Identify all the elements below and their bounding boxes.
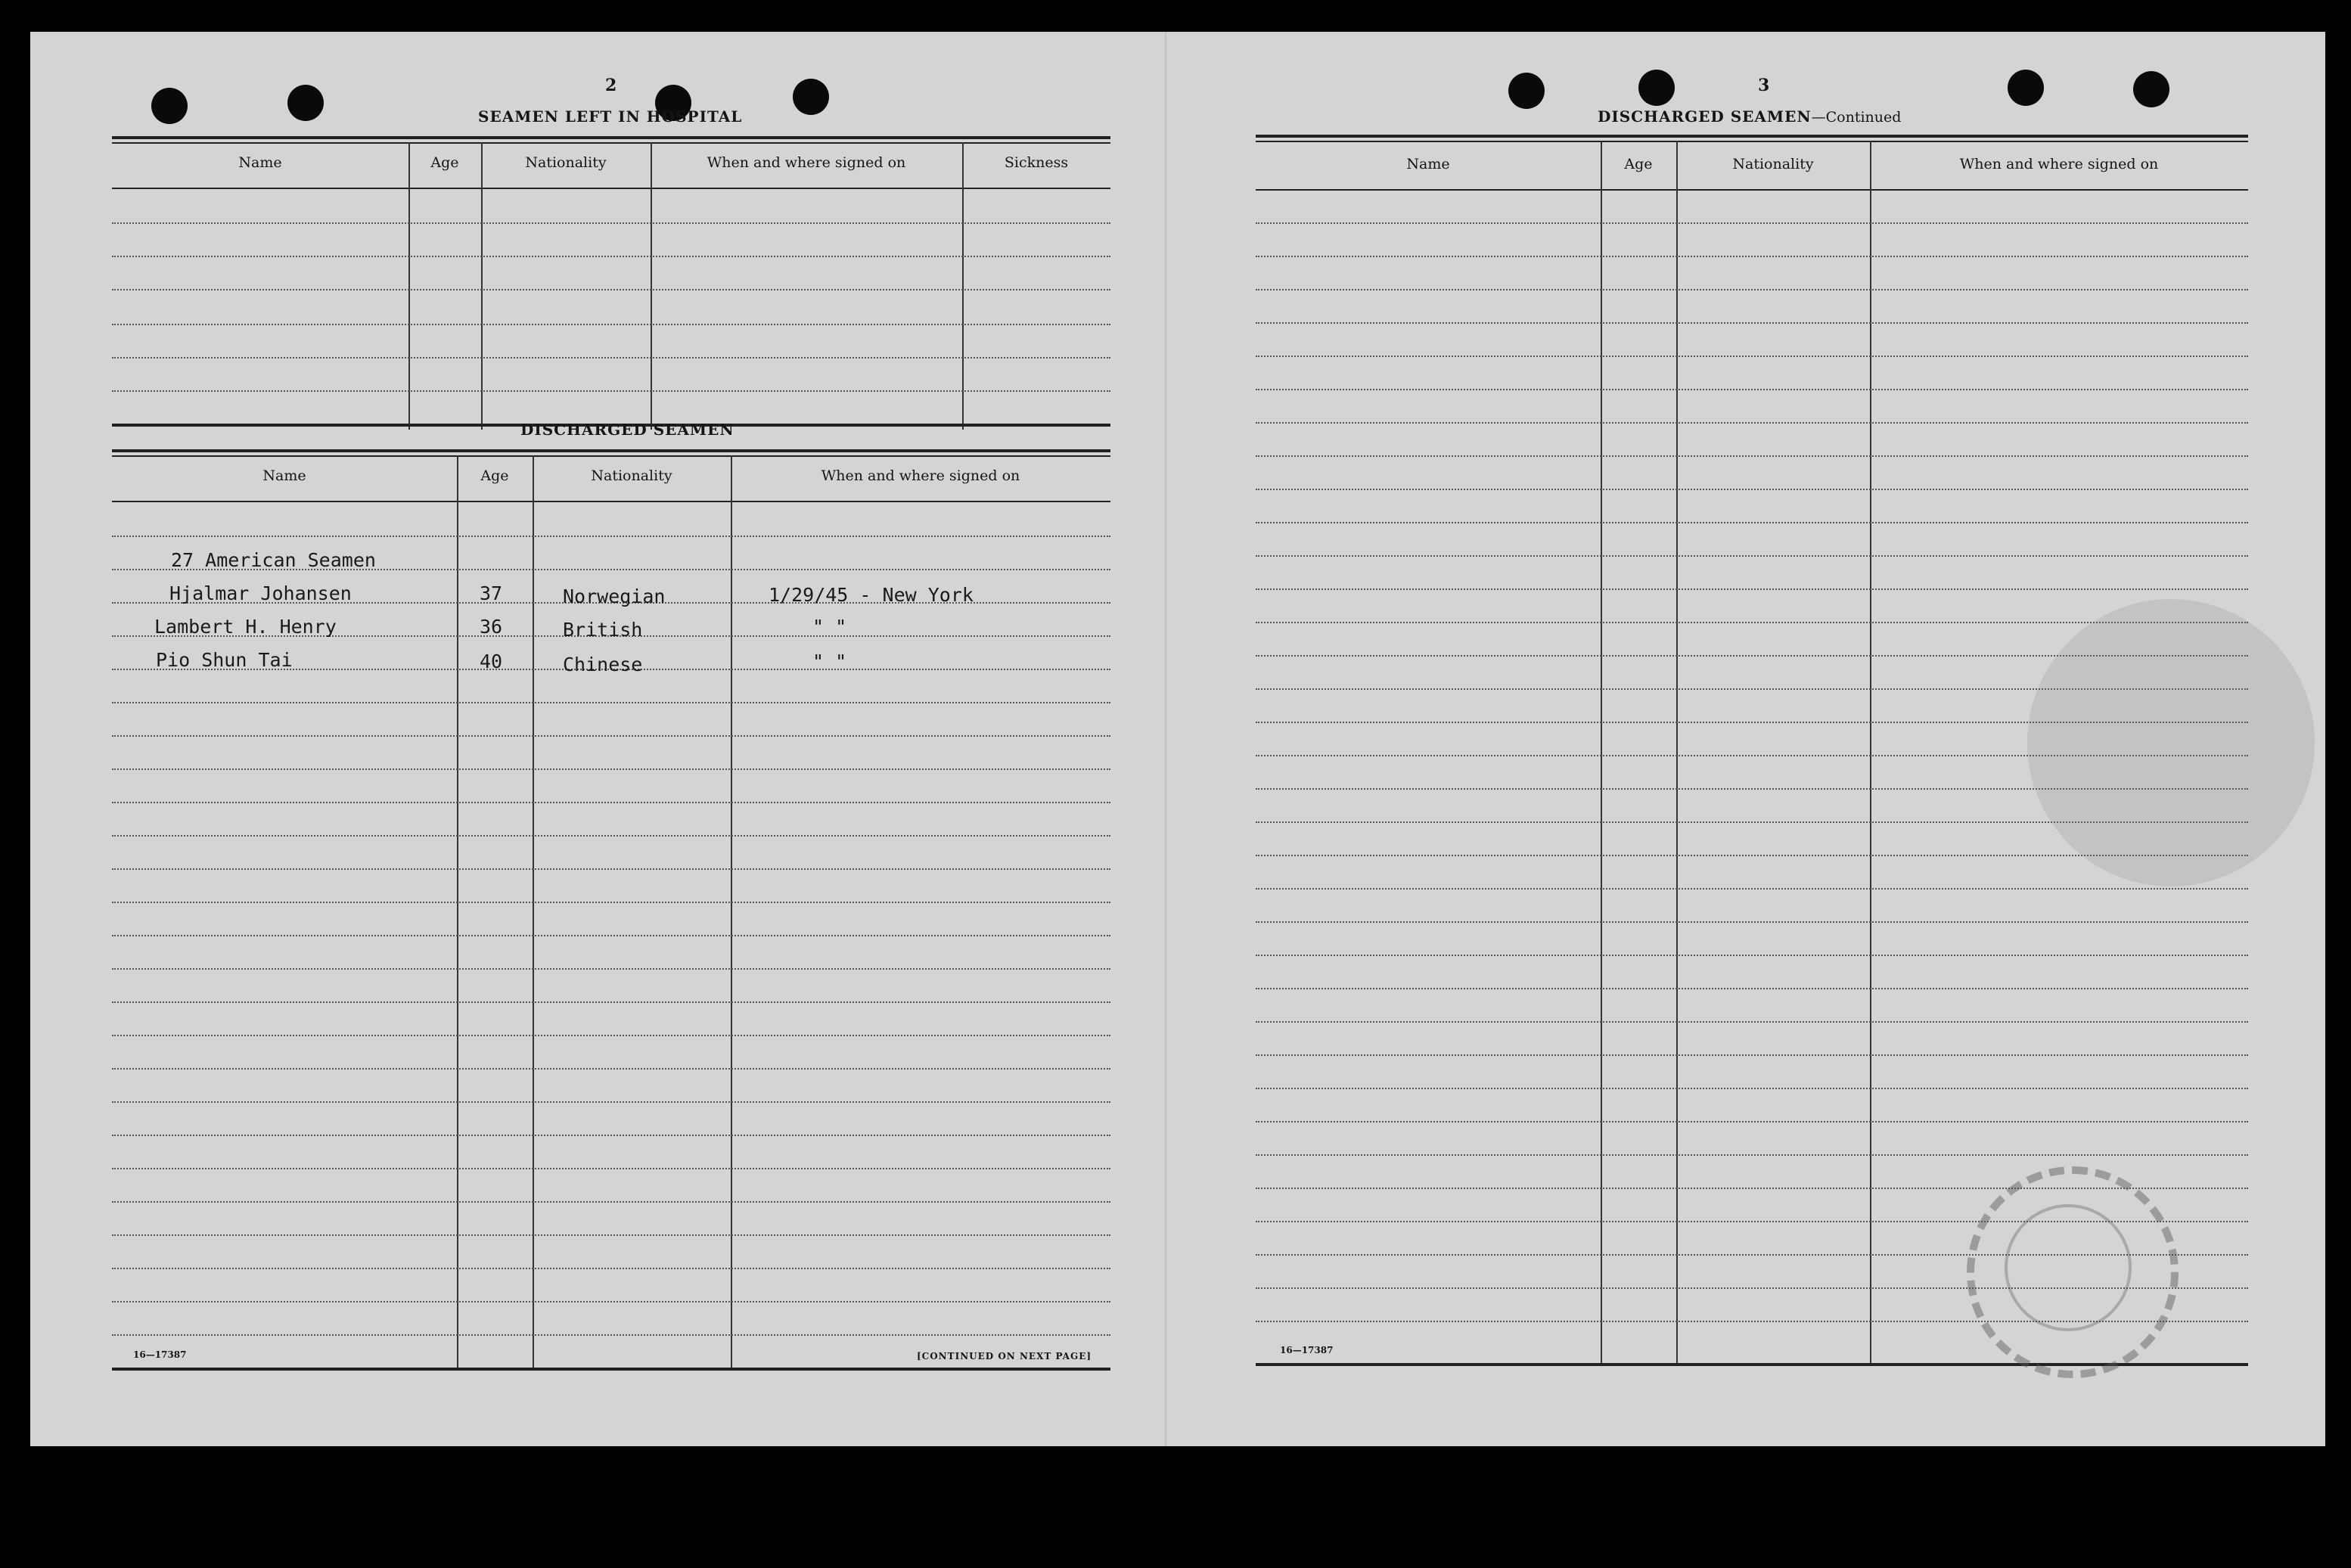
- column-divider: [408, 142, 410, 430]
- column-header-nationality: Nationality: [591, 467, 672, 484]
- row-line: [112, 868, 1110, 870]
- row-line: [1256, 455, 2248, 457]
- column-divider: [651, 142, 652, 430]
- row-line: [1256, 588, 2248, 590]
- column-header-signed-on: When and where signed on: [1959, 156, 2159, 172]
- row-line: [1256, 422, 2248, 424]
- header-rule: [112, 188, 1110, 189]
- row-line: [112, 1001, 1110, 1003]
- row-line: [112, 256, 1110, 257]
- row-line: [112, 735, 1110, 737]
- seaman-signed-on: " ": [812, 616, 847, 638]
- row-line: [112, 1135, 1110, 1136]
- column-divider: [962, 142, 964, 430]
- seaman-nationality: British: [563, 619, 643, 641]
- row-line: [112, 702, 1110, 703]
- row-line: [1256, 256, 2248, 257]
- row-line: [1256, 489, 2248, 490]
- column-divider: [1870, 141, 1871, 1366]
- row-line: [112, 1068, 1110, 1070]
- header-rule: [1256, 189, 2248, 191]
- row-line: [1256, 222, 2248, 224]
- circular-stamp-inner: [2005, 1204, 2132, 1331]
- row-line: [112, 1234, 1110, 1236]
- column-header-name: Name: [238, 154, 282, 171]
- row-line: [112, 968, 1110, 970]
- header-rule: [112, 501, 1110, 502]
- table-top-rule: [112, 449, 1110, 452]
- stamp-smudge: [2027, 599, 2315, 886]
- column-header-nationality: Nationality: [525, 154, 607, 171]
- row-line: [1256, 955, 2248, 956]
- row-line: [1256, 356, 2248, 357]
- table-top-rule: [1256, 135, 2248, 138]
- continued-note: [CONTINUED ON NEXT PAGE]: [917, 1351, 1092, 1362]
- seaman-name: Pio Shun Tai: [156, 649, 293, 671]
- page-number: 3: [1758, 76, 1770, 95]
- table-top-rule: [1256, 141, 2248, 142]
- form-number: 16—17387: [133, 1349, 187, 1360]
- discharged-section-title: DISCHARGED SEAMEN: [520, 421, 734, 439]
- column-header-signed-on: When and where signed on: [821, 467, 1020, 484]
- row-line: [1256, 289, 2248, 290]
- row-line: [1256, 1154, 2248, 1156]
- column-divider: [481, 142, 483, 430]
- column-header-name: Name: [262, 467, 306, 484]
- seaman-name: Hjalmar Johansen: [169, 582, 352, 604]
- column-header-sickness: Sickness: [1004, 154, 1069, 171]
- row-line: [112, 390, 1110, 392]
- column-header-age: Age: [430, 154, 459, 171]
- form-number: 16—17387: [1280, 1345, 1334, 1355]
- seaman-signed-on: 1/29/45 - New York: [769, 584, 974, 606]
- row-line: [112, 802, 1110, 803]
- row-line: [1256, 1021, 2248, 1023]
- manifest-sheet: [30, 32, 2325, 1446]
- row-line: [1256, 988, 2248, 989]
- seaman-nationality: Norwegian: [563, 585, 666, 607]
- row-line: [112, 1101, 1110, 1103]
- row-line: [112, 289, 1110, 290]
- row-line: [1256, 1054, 2248, 1056]
- row-line: [112, 902, 1110, 903]
- row-line: [112, 768, 1110, 770]
- seaman-signed-on: " ": [812, 650, 847, 672]
- column-header-signed-on: When and where signed on: [707, 154, 906, 171]
- seaman-age: 40: [480, 650, 503, 672]
- row-line: [112, 357, 1110, 359]
- seaman-age: 36: [480, 616, 503, 638]
- seaman-age: 37: [480, 582, 503, 604]
- row-line: [112, 1268, 1110, 1269]
- page-number: 2: [605, 76, 617, 95]
- row-line: [1256, 322, 2248, 324]
- column-divider: [731, 455, 732, 1371]
- table-top-rule: [112, 142, 1110, 144]
- row-line: [1256, 888, 2248, 890]
- row-line: [1256, 389, 2248, 390]
- hospital-section-title: SEAMEN LEFT IN HOSPITAL: [478, 107, 743, 126]
- row-line: [1256, 555, 2248, 557]
- column-divider: [1676, 141, 1678, 1366]
- column-divider: [533, 455, 534, 1371]
- row-line: [1256, 1121, 2248, 1122]
- column-divider: [1601, 141, 1602, 1366]
- row-line: [112, 1334, 1110, 1336]
- row-line: [112, 1168, 1110, 1169]
- row-line: [112, 935, 1110, 936]
- seaman-name: Lambert H. Henry: [154, 616, 337, 638]
- row-line: [112, 536, 1110, 537]
- table-top-rule: [112, 136, 1110, 139]
- column-header-age: Age: [1624, 156, 1653, 172]
- left-page: [30, 32, 1165, 1446]
- column-header-name: Name: [1406, 156, 1450, 172]
- column-header-nationality: Nationality: [1732, 156, 1814, 172]
- discharged-continued-title: [1598, 107, 1901, 126]
- row-line: [112, 835, 1110, 837]
- column-divider: [457, 455, 458, 1371]
- row-line: [112, 1201, 1110, 1203]
- row-line: [112, 324, 1110, 325]
- row-line: [1256, 1088, 2248, 1089]
- right-page: [1165, 32, 2325, 1446]
- row-line: [1256, 522, 2248, 523]
- title-text: DISCHARGED SEAMEN: [1598, 107, 1812, 126]
- column-header-age: Age: [480, 467, 509, 484]
- title-suffix: —Continued: [1811, 109, 1902, 126]
- seaman-nationality: Chinese: [563, 654, 643, 675]
- row-line: [112, 222, 1110, 224]
- row-line: [1256, 921, 2248, 923]
- row-line: [112, 1301, 1110, 1303]
- table-top-rule: [112, 455, 1110, 457]
- table-bottom-rule: [112, 1368, 1110, 1371]
- seaman-name: 27 American Seamen: [171, 549, 376, 571]
- row-line: [112, 1035, 1110, 1036]
